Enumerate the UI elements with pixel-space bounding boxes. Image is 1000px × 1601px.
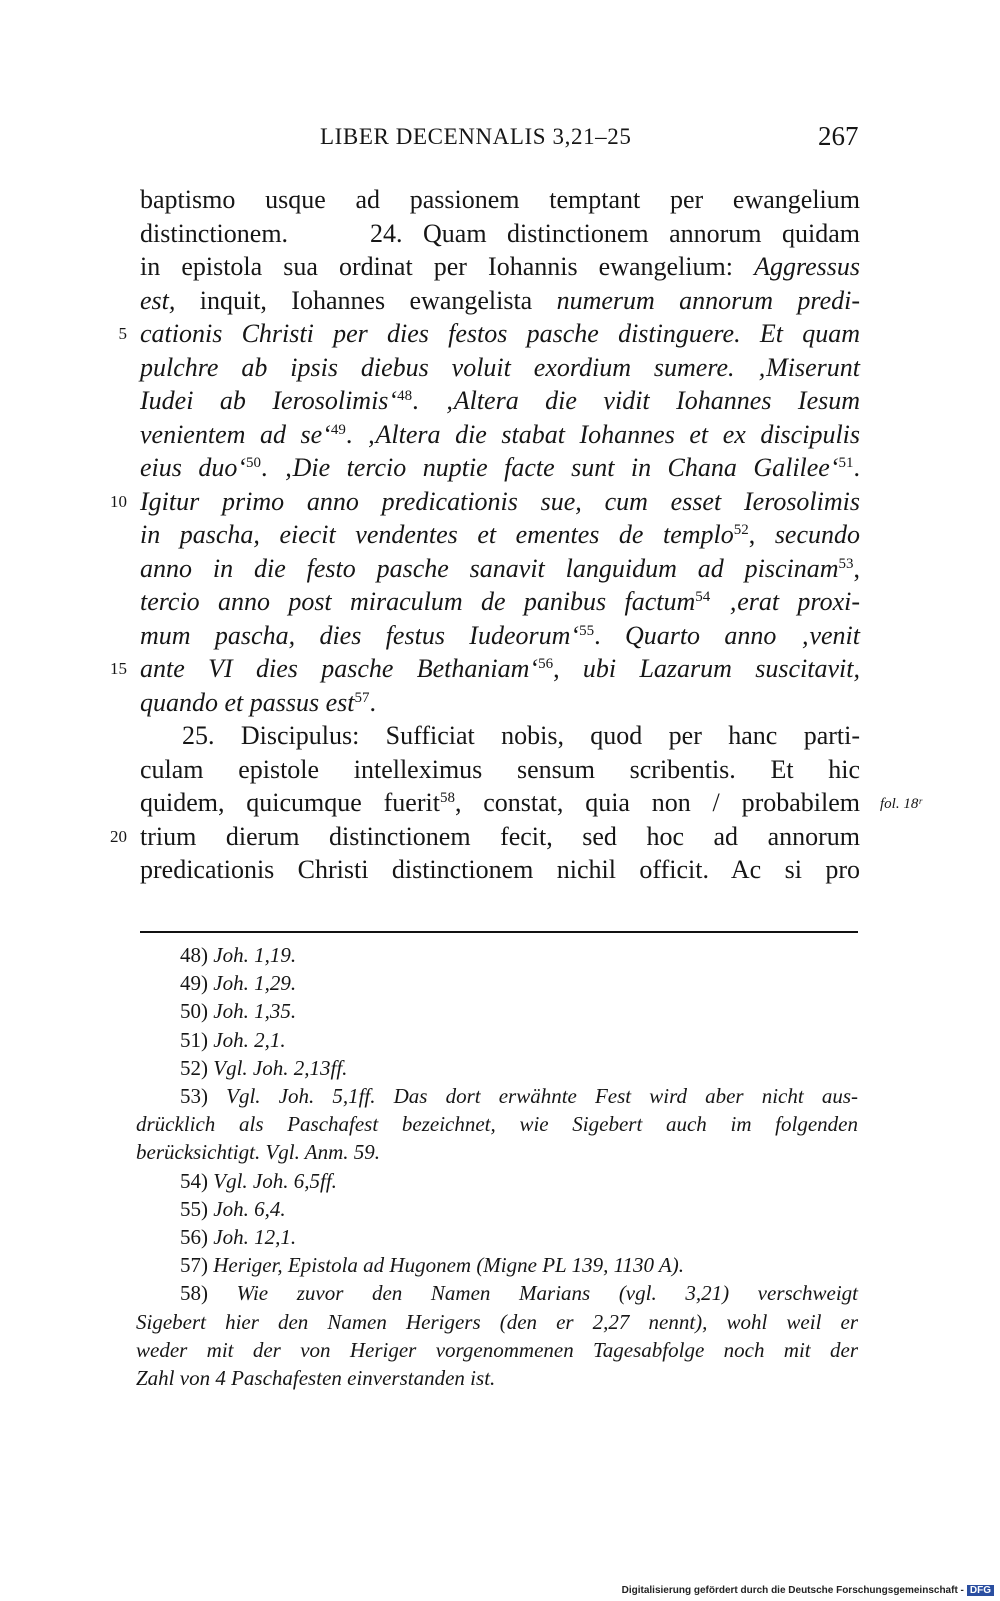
footnote-line: Sigebert hier den Namen Herigers (den er 2,27 nennt), wohl weil er bbox=[136, 1309, 858, 1334]
text-line: quidem, quicumque fuerit$^{58}$, constat, quia non / probabilem bbox=[140, 788, 860, 817]
dfg-credit bbox=[622, 1585, 994, 1596]
footnote-line: 57) Heriger, Epistola ad Hugonem (Migne PL 139, 1130 A). bbox=[180, 1253, 684, 1278]
text-line: ante VI dies pasche Bethaniam‘$^{56}$, ubi Lazarum suscitavit, bbox=[140, 654, 860, 683]
footnote-line: 55) Joh. 6,4. bbox=[180, 1196, 286, 1221]
text-line: cationis Christi per dies festos pasche distinguere. Et quam bbox=[140, 319, 860, 348]
text-line: Igitur primo anno predicationis sue, cum esset Ierosolimis bbox=[140, 486, 860, 516]
line-number: 15 bbox=[110, 659, 127, 678]
text-line: mum pascha, dies festus Iudeorum‘$^{55}$. Quarto anno ‚venit bbox=[140, 620, 860, 650]
footnote-separator bbox=[140, 931, 858, 933]
footnote-line: 48) Joh. 1,19. bbox=[180, 943, 297, 967]
text-line: distinctionem. 24. Quam distinctionem annorum quidam bbox=[140, 218, 860, 248]
footnote-line: 51) Joh. 2,1. bbox=[180, 1027, 286, 1052]
text-line: venientem ad se‘$^{49}$. ‚Altera die stabat Iohannes et ex discipulis bbox=[140, 419, 861, 449]
footnote-line: 56) Joh. 12,1. bbox=[180, 1225, 297, 1249]
footnote-line: drücklich als Paschafest bezeichnet, wie Sigebert auch im folgenden bbox=[136, 1112, 858, 1137]
text-line: Iudei ab Ierosolimis‘$^{48}$. ‚Altera die vidit Iohannes Iesum bbox=[140, 386, 861, 415]
footnote-line: 58) Wie zuvor den Namen Marians (vgl. 3,21) verschweigt bbox=[180, 1281, 858, 1306]
dfg-logo: DFG bbox=[967, 1585, 994, 1596]
dfg-credit-text: Digitalisierung gefördert durch die Deutsche Forschungsgemeinschaft - bbox=[621, 1585, 964, 1596]
text-line: 25. Discipulus: Sufficiat nobis, quod per hanc parti- bbox=[182, 721, 860, 750]
text-line: est, inquit, Iohannes ewangelista numerum annorum predi- bbox=[140, 285, 860, 315]
text-line: baptismo usque ad passionem temptant per ewangelium bbox=[140, 185, 860, 214]
line-number: 5 bbox=[118, 324, 127, 343]
footnote-line: Zahl von 4 Paschafesten einverstanden ist. bbox=[136, 1366, 496, 1390]
folio-margin-note: fol. 18ʳ bbox=[880, 796, 922, 812]
footnote-line: 53) Vgl. Joh. 5,1ff. Das dort erwähnte Fest wird aber nicht aus- bbox=[180, 1084, 858, 1108]
text-line: in pascha, eiecit vendentes et ementes de templo$^{52}$, secundo bbox=[140, 520, 861, 549]
footnote-line: berücksichtigt. Vgl. Anm. 59. bbox=[136, 1140, 380, 1165]
running-header: LIBER DECENNALIS 3,21–25 bbox=[320, 124, 632, 149]
text-line: eius duo‘$^{50}$. ‚Die tercio nuptie facte sunt in Chana Galilee‘$^{51}$. bbox=[140, 453, 860, 482]
page-number: 267 bbox=[818, 121, 859, 151]
text-line: tercio anno post miraculum de panibus factum$^{54}$ ‚erat proxi- bbox=[140, 587, 861, 616]
footnote-line: weder mit der von Heriger vorgenommenen Tagesabfolge noch mit der bbox=[136, 1337, 858, 1362]
line-number: 10 bbox=[110, 491, 127, 511]
text-line: predicationis Christi distinctionem nichil officit. Ac si pro bbox=[140, 855, 860, 884]
footnote-line: 52) Vgl. Joh. 2,13ff. bbox=[180, 1055, 348, 1080]
text-line: anno in die festo pasche sanavit languidum ad piscinam$^{53}$, bbox=[140, 553, 860, 583]
footnote-line: 50) Joh. 1,35. bbox=[180, 999, 297, 1024]
text-line: pulchre ab ipsis diebus voluit exordium sumere. ‚Miserunt bbox=[140, 352, 860, 382]
line-number: 20 bbox=[110, 826, 127, 846]
text-line: culam epistole intelleximus sensum scribentis. Et hic bbox=[140, 754, 860, 784]
footnote-line: 54) Vgl. Joh. 6,5ff. bbox=[180, 1168, 337, 1193]
text-line: in epistola sua ordinat per Iohannis ewangelium: Aggressus bbox=[140, 252, 860, 281]
text-line: quando et passus est$^{57}$. bbox=[140, 687, 376, 717]
text-line: trium dierum distinctionem fecit, sed hoc ad annorum bbox=[140, 821, 860, 851]
footnote-line: 49) Joh. 1,29. bbox=[180, 971, 297, 996]
